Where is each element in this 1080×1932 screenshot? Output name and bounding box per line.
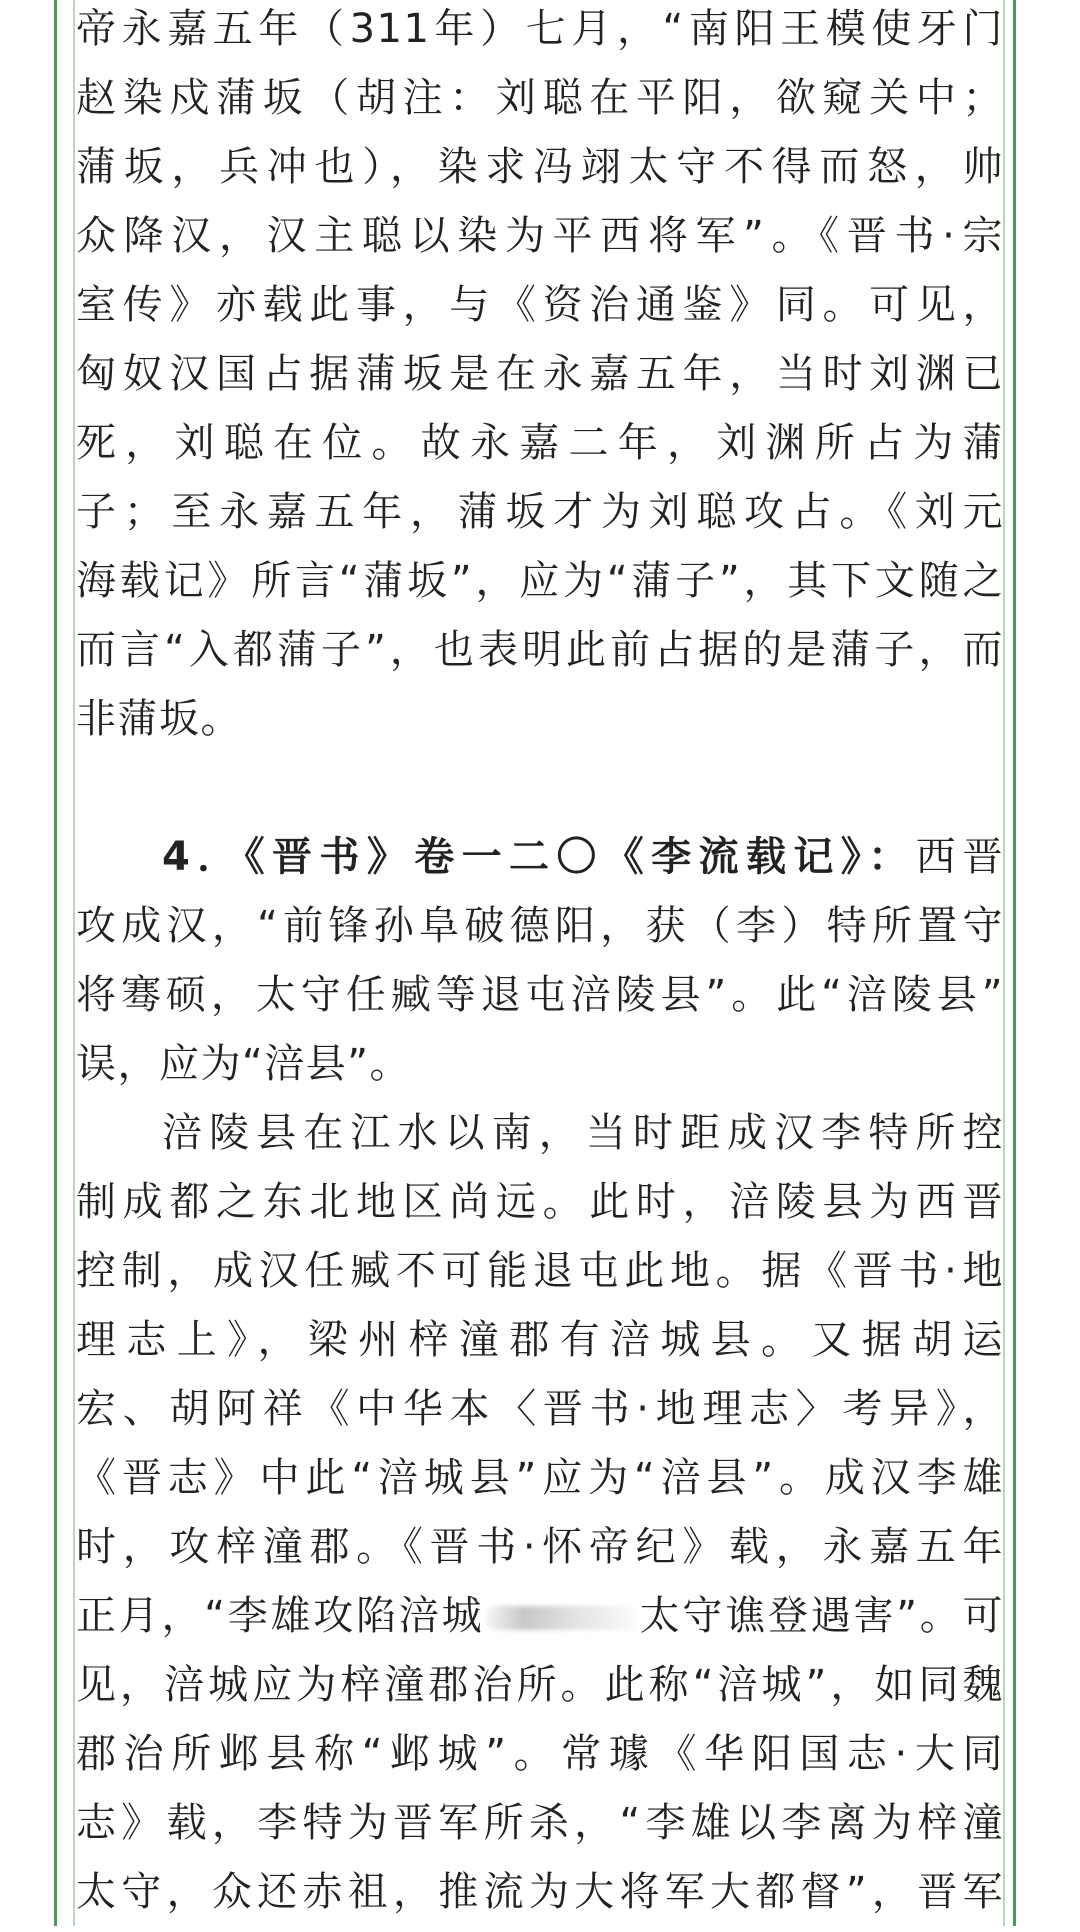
text-line: 涪陵县在江水以南，当时距成汉李特所控 [162,1110,1004,1156]
text-line: 赵染戍蒲坂（胡注：刘聪在平阳，欲窥关中； [76,75,1004,121]
text-line: 子；至永嘉五年，蒲坂才为刘聪攻占。《刘元 [76,489,1004,535]
text-line: 志》载，李特为晋军所杀，“李雄以李离为梓潼 [76,1800,1004,1846]
text-line: 将骞硕，太守任臧等退屯涪陵县”。此“涪陵县” [76,972,1004,1018]
text-line: 宏、胡阿祥《中华本〈晋书·地理志〉考异》， [76,1386,1004,1432]
text-line: 时，攻梓潼郡。《晋书·怀帝纪》载，永嘉五年 [76,1524,1004,1570]
section-heading-tail: 西晋 [915,834,1004,880]
paragraph-1 [76,0,1004,759]
text-line: 众降汉，汉主聪以染为平西将军”。《晋书·宗 [76,213,1004,259]
text-line: 攻成汉，“前锋孙阜破德阳，获（李）特所置守 [76,903,1004,949]
text-line: 而言“入都蒲子”，也表明此前占据的是蒲子，而 [76,627,1004,673]
section-4 [76,828,1004,1104]
text-line: 郡治所邺县称“邺城”。常璩《华阳国志·大同 [76,1731,1004,1777]
section-heading-line [76,828,1004,897]
text-line: 死，刘聪在位。故永嘉二年，刘渊所占为蒲 [76,420,1004,466]
text-line: 非蒲坂。 [76,696,242,742]
text-line: 控制，成汉任臧不可能退屯此地。据《晋书·地 [76,1248,1004,1294]
text-line: 帝永嘉五年（311年）七月，“南阳王模使牙门 [76,6,1004,52]
text-line: 太守，众还赤祖，推流为大将军大都督”，晋军 [76,1869,1004,1915]
text-line: 海载记》所言“蒲坂”，应为“蒲子”，其下文随之 [76,558,1004,604]
text-line: 理志上》，梁州梓潼郡有涪城县。又据胡运 [76,1317,1004,1363]
text-line: 误，应为“涪县”。 [76,1041,411,1087]
text-line: 蒲坂，兵冲也），染求冯翊太守不得而怒，帅 [76,144,1004,190]
text-line: 见，涪城应为梓潼郡治所。此称“涪城”，如同魏 [76,1662,1004,1708]
text-line-obscured [76,1587,1004,1656]
paragraph-gap [76,759,1004,828]
text-line: 室传》亦载此事，与《资治通鉴》同。可见， [76,282,1004,328]
blurred-text-region [486,1606,636,1630]
text-line: 制成都之东北地区尚远。此时，涪陵县为西晋 [76,1179,1004,1225]
section-heading: 4．《晋书》卷一二〇《李流载记》： [162,834,916,880]
obscured-line-end: 太守谯登遇害”。可 [638,1593,1004,1639]
obscured-line-start: 正月，“李雄攻陷涪城 [76,1593,485,1639]
text-line: 匈奴汉国占据蒲坂是在永嘉五年，当时刘渊已 [76,351,1004,397]
text-line: 《晋志》中此“涪城县”应为“涪县”。成汉李雄 [76,1455,1004,1501]
article-body [76,0,1004,1932]
paragraph-2 [76,1104,1004,1932]
